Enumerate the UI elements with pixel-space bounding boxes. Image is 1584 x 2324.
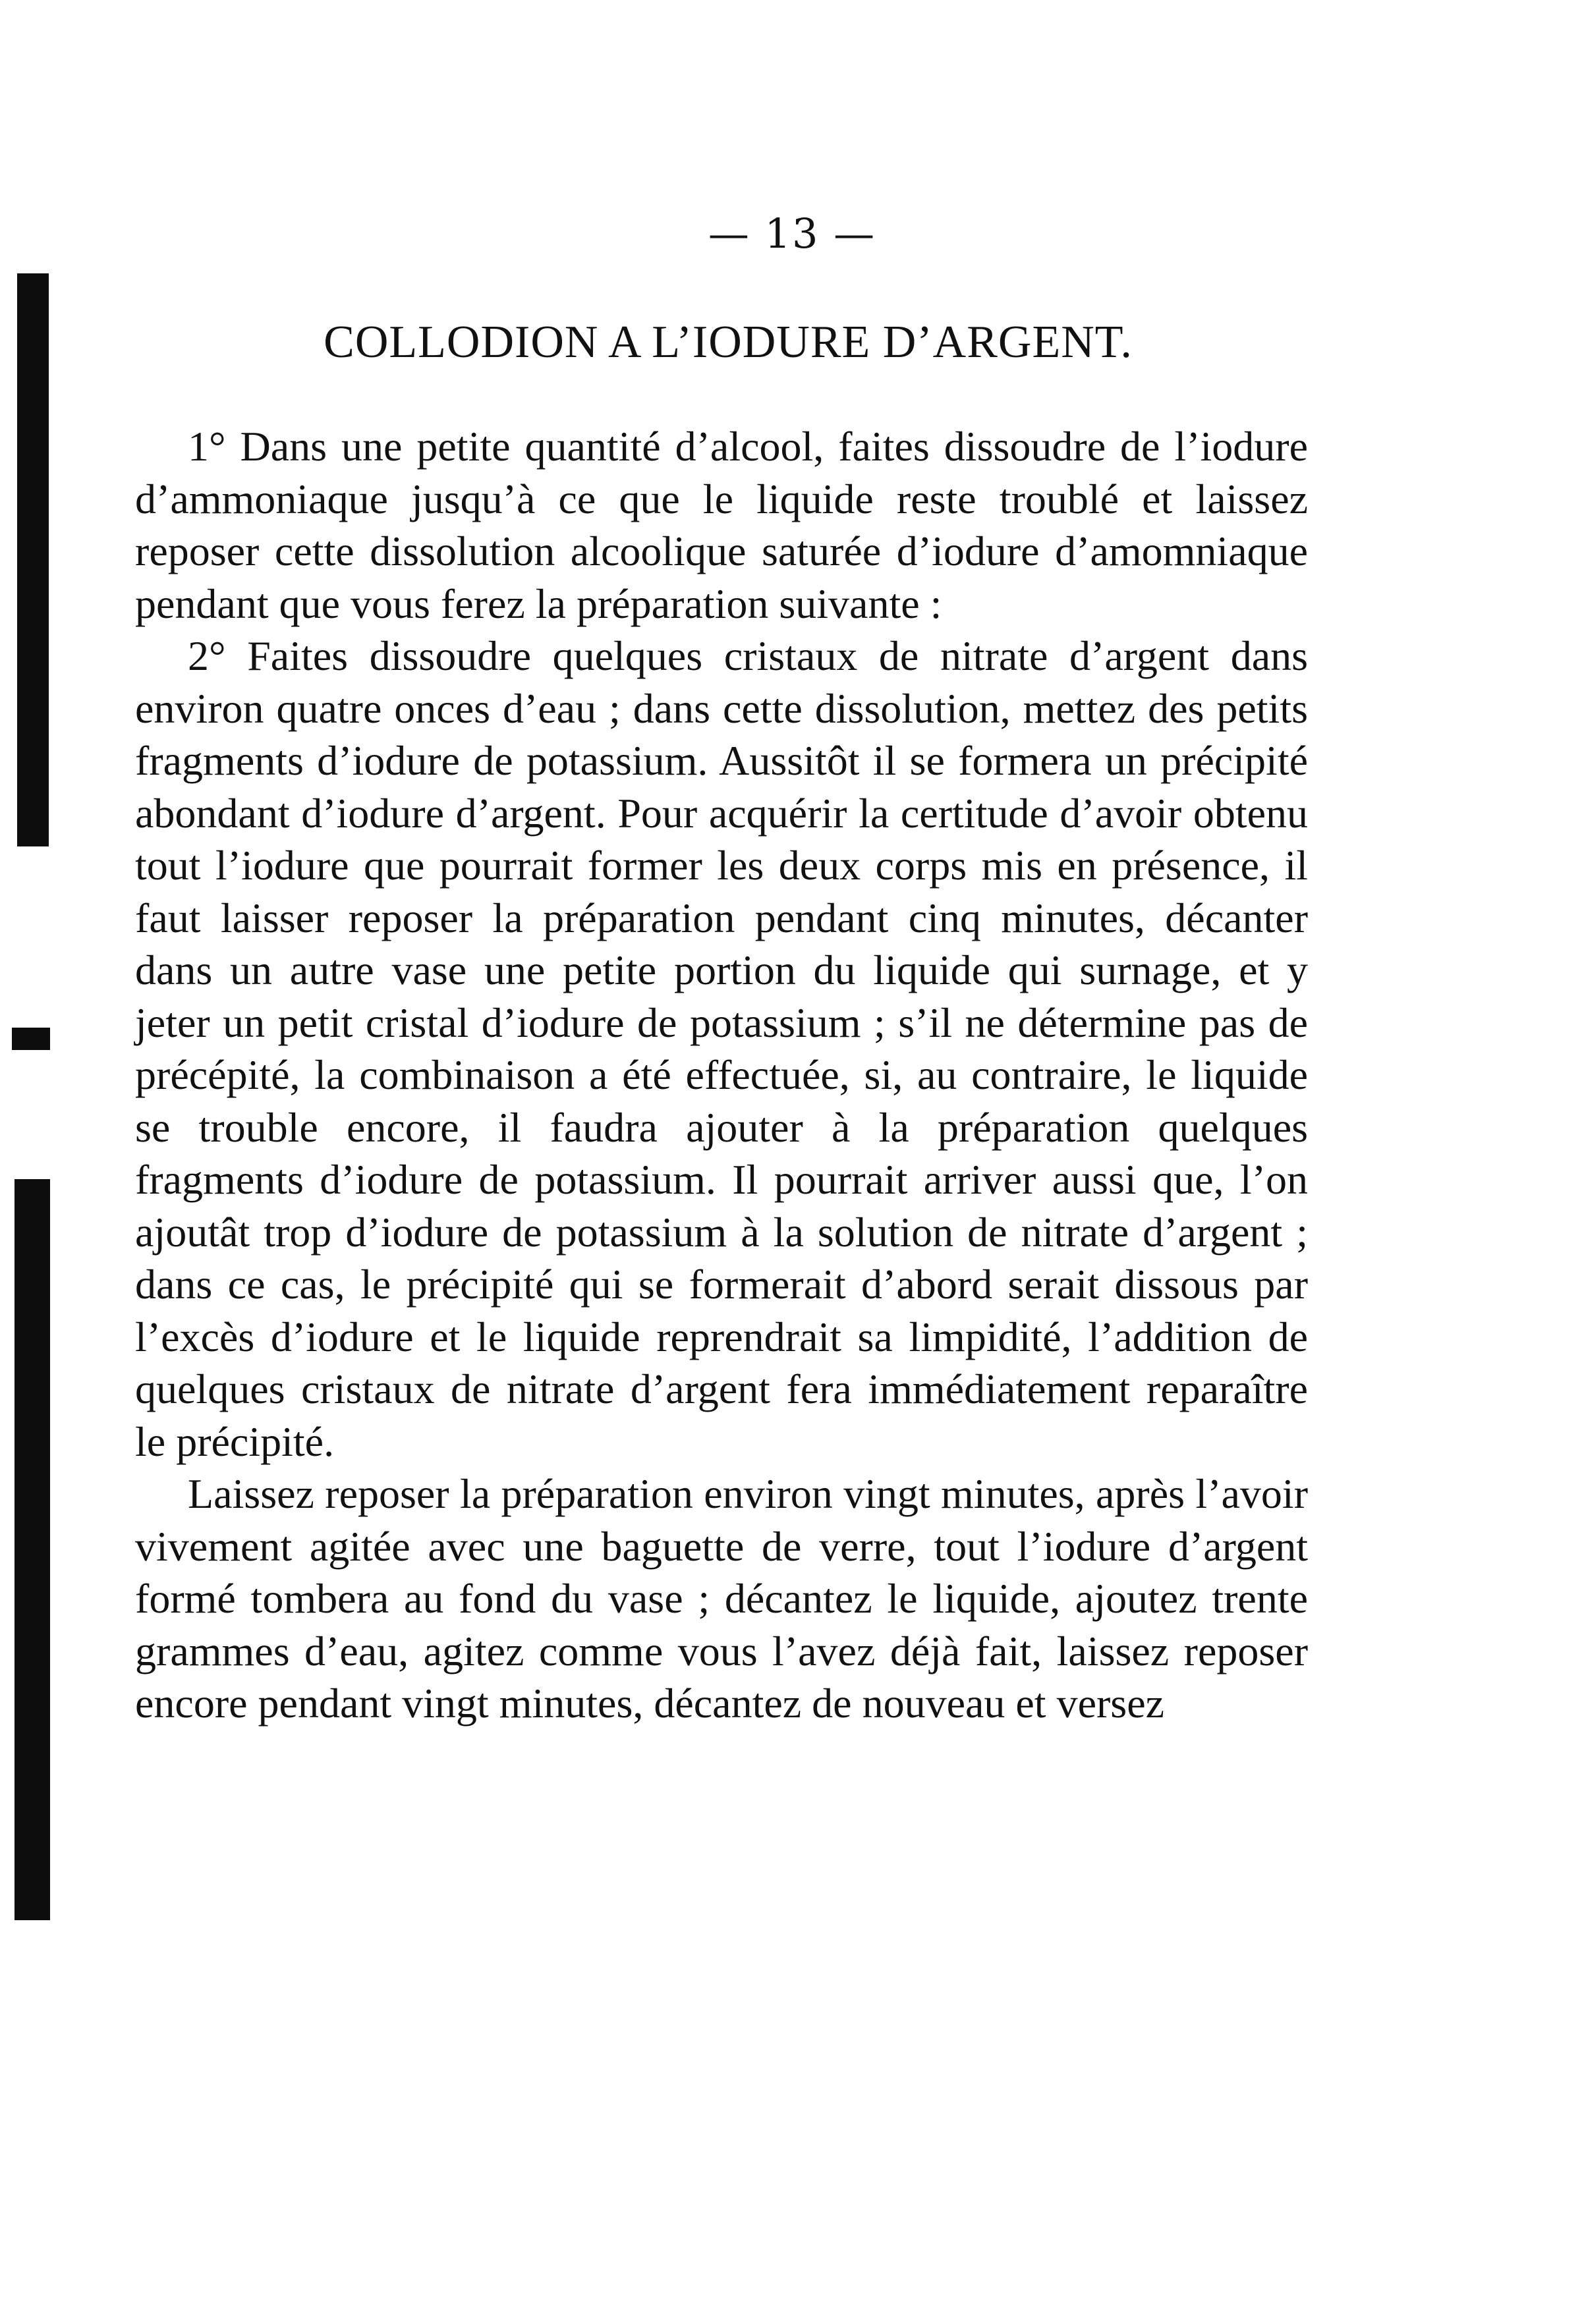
- paragraph: 2° Faites dissoudre quelques cristaux de nitrate d’argent dans environ quatre onces d’eau ; dans cette dissolution, mettez des petits fragments d’iodure de potassium. Aussitôt il se formera un précipité abondant d’iodure d’argent. Pour acquérir la certitude d’avoir obtenu tout l’iodure que pourrait former les deux corps mis en présence, il faut laisser reposer la préparation pendant cinq minutes, décanter dans un autre vase une petite portion du liquide qui surnage, et y jeter un petit cristal d’iodure de potassium ; s’il ne détermine pas de précépité, la combinaison a été effectuée, si, au contraire, le liquide se trouble encore, il faudra ajouter à la préparation quelques fragments d’iodure de potassium. Il pourrait arriver aussi que, l’on ajoutât trop d’iodure de potassium à la solution de nitrate d’argent ; dans ce cas, le précipité qui se formerait d’abord serait dissous par l’excès d’iodure et le liquide reprendrait sa limpidité, l’addition de quelques cristaux de nitrate d’argent fera immédiatement reparaître le précipité.: [135, 632, 1308, 1465]
- body-text: [135, 420, 1308, 1730]
- binding-edge-mark: [14, 1179, 50, 1920]
- paragraph: Laissez reposer la préparation environ vingt minutes, après l’avoir vivement agitée avec une baguette de verre, tout l’iodure d’argent formé tombera au fond du vase ; décantez le liquide, ajoutez trente grammes d’eau, agitez comme vous l’avez déjà fait, laissez reposer encore pendant vingt minutes, décantez de nouveau et versez: [135, 1470, 1308, 1727]
- paragraph: 1° Dans une petite quantité d’alcool, faites dissoudre de l’iodure d’ammoniaque jusqu’à ce que le liquide reste troublé et laissez reposer cette dissolution alcoolique saturée d’iodure d’amomniaque pendant que vous ferez la préparation suivante :: [135, 423, 1308, 627]
- page-number: — 13 —: [708, 209, 876, 258]
- section-heading: COLLODION A L’IODURE D’ARGENT.: [324, 317, 1133, 368]
- binding-edge-mark: [17, 273, 49, 846]
- binding-edge-mark: [12, 1028, 50, 1050]
